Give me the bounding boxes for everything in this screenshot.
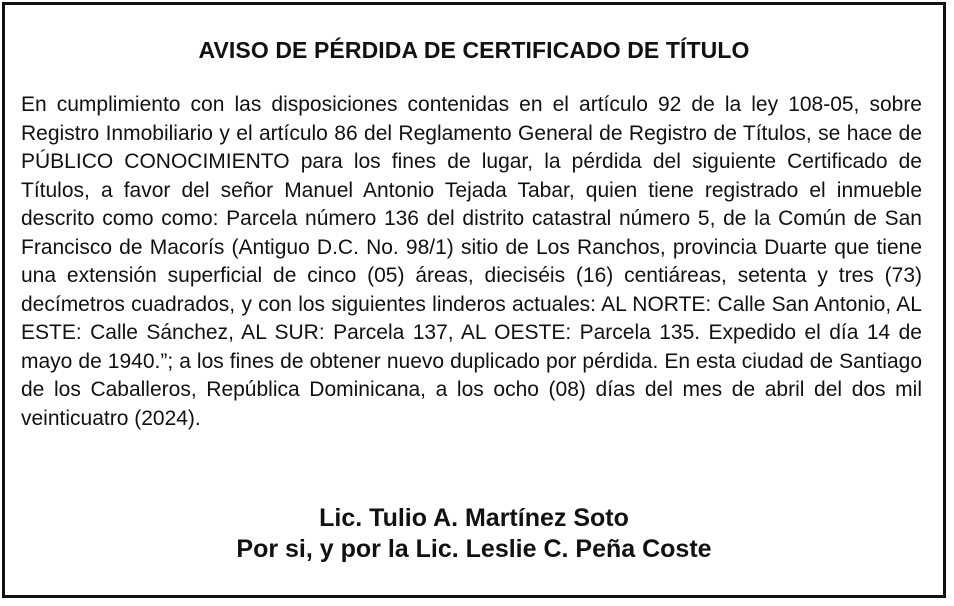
signature-name: Lic. Tulio A. Martínez Soto [319,504,629,532]
signature-representation: Por si, y por la Lic. Leslie C. Peña Coste [236,535,712,563]
signature-block [5,503,943,565]
notice-title: AVISO DE PÉRDIDA DE CERTIFICADO DE TÍTULO [198,37,750,63]
notice-box [2,2,946,598]
notice-body: En cumplimiento con las disposiciones contenidas en el artículo 92 de la ley 108-05, sobre Registro Inmobiliario y el artículo 86 del Reglamento General de Registro de Títulos, se hace de PÚBLICO CONOCIMIENTO para los fines de lugar, la pérdida del siguiente Certificado de Títulos, a favor del señor Manuel Antonio Tejada Tabar, quien tiene registrado el inmueble descrito como como: Parcela número 136 del distrito catastral número 5, de la Común de San Francisco de Macorís (Antiguo D.C. No. 98/1) sitio de Los Ranchos, provincia Duarte que tiene una extensión superficial de cinco (05) áreas, dieciséis (16) centiáreas, setenta y tres (73) decímetros cuadrados, y con los siguientes linderos actuales: AL NORTE: Calle San Antonio, AL ESTE: Calle Sánchez, AL SUR: Parcela 137, AL OESTE: Parcela 135. Expedido el día 14 de mayo de 1940.”; a los fines de obtener nuevo duplicado por pérdida. En esta ciudad de Santiago de los Caballeros, República Dominicana, a los ocho (08) días del mes de abril del dos mil veinticuatro (2024). [21,93,922,430]
